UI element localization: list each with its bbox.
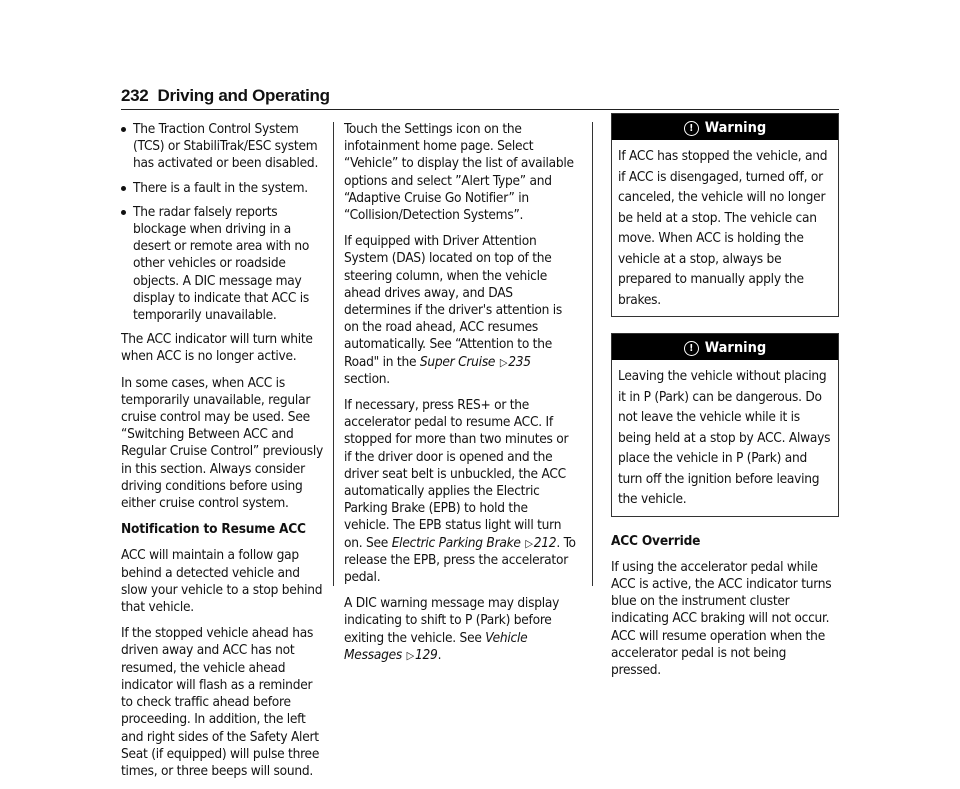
bullet-dot-icon bbox=[121, 186, 126, 191]
list-item: There is a fault in the system. bbox=[121, 180, 323, 197]
page-reference-arrow-icon: ▷ bbox=[406, 648, 414, 662]
paragraph: A DIC warning message may display indicating to shift to P (Park) before exiting the vehicle. See Vehicle Messages ▷129. bbox=[344, 595, 560, 663]
bullet-dot-icon bbox=[121, 210, 126, 215]
paragraph: Touch the Settings icon on the infotainment home page. Select “Vehicle” to display the list of available options and select ”Alert Type” and “Adaptive Cruise Go Notifier” in “Collision/Detection Systems”. bbox=[344, 121, 574, 224]
column-2 bbox=[344, 121, 576, 673]
bullet-dot-icon bbox=[121, 127, 126, 132]
page-reference[interactable]: 212 bbox=[533, 534, 557, 551]
page-reference-arrow-icon: ▷ bbox=[499, 355, 508, 369]
page-header bbox=[121, 86, 839, 110]
column-3 bbox=[611, 113, 839, 688]
paragraph: The ACC indicator will turn white when ACC is no longer active. bbox=[121, 331, 313, 365]
warning-icon: ! bbox=[684, 121, 699, 136]
list-item: The radar falsely reports blockage when driving in a desert or remote area with no other vehicles or roadside objects. A DIC message may display to indicate that ACC is temporarily unavailable. bbox=[121, 204, 323, 324]
page-reference[interactable]: 235 bbox=[508, 353, 531, 370]
cross-reference-link[interactable]: Vehicle Messages bbox=[344, 629, 528, 663]
page-reference[interactable]: 129 bbox=[415, 646, 438, 663]
list-item: The Traction Control System (TCS) or StabiliTrak/ESC system has activated or been disabled. bbox=[121, 121, 323, 173]
warning-icon: ! bbox=[684, 341, 699, 356]
paragraph: If necessary, press RES+ or the accelerator pedal to resume ACC. If stopped for more than two minutes or if the driver door is opened and the driver seat belt is unbuckled, the ACC automatically applies the Electric Parking Brake (EPB) to hold the vehicle. The EPB status light will turn on. See Electric Parking Brake ▷212. To release the EPB, press the accelerator pedal. bbox=[344, 397, 576, 586]
page-number: 232 bbox=[121, 86, 149, 105]
section-heading: ACC Override bbox=[611, 532, 701, 549]
paragraph: In some cases, when ACC is temporarily unavailable, regular cruise control may be used. See “Switching Between ACC and Regular Cruise Control” previously in this section. Always consider driving conditions before using either cruise control system. bbox=[121, 374, 324, 512]
section-title: Driving and Operating bbox=[157, 86, 330, 105]
section-heading: Notification to Resume ACC bbox=[121, 521, 306, 538]
cross-reference-link[interactable]: Super Cruise bbox=[419, 353, 496, 370]
warning-text: Leaving the vehicle without placing it in P (Park) can be dangerous. Do not leave the vehicle while it is being held at a stop by ACC. Always place the vehicle in P (Park) and turn off the ignition before leaving the vehicle. bbox=[618, 368, 831, 507]
paragraph: If using the accelerator pedal while ACC is active, the ACC indicator turns blue on the instrument cluster indicating ACC braking will not occur. ACC will resume operation when the accelerator pedal is not being pressed. bbox=[611, 558, 832, 678]
warning-title-bar: ! Warning bbox=[612, 114, 838, 140]
warning-box bbox=[611, 333, 839, 517]
warning-box bbox=[611, 113, 839, 317]
cross-reference-link[interactable]: Electric Parking Brake bbox=[391, 534, 521, 551]
paragraph: ACC will maintain a follow gap behind a detected vehicle and slow your vehicle to a stop behind that vehicle. bbox=[121, 547, 323, 616]
page-reference-arrow-icon: ▷ bbox=[525, 536, 533, 550]
paragraph: If the stopped vehicle ahead has driven away and ACC has not resumed, the vehicle ahead indicator will flash as a reminder to check traffic ahead before proceeding. In addition, the left and right sides of the Safety Alert Seat (if equipped) will pulse three times, or three beeps will sound. bbox=[121, 625, 320, 779]
column-1 bbox=[121, 121, 323, 789]
column-divider bbox=[592, 122, 593, 586]
warning-title-bar: ! Warning bbox=[612, 334, 838, 360]
warning-text: If ACC has stopped the vehicle, and if ACC is disengaged, turned off, or canceled, the vehicle will no longer be held at a stop. The vehicle can move. When ACC is holding the vehicle at a stop, always be prepared to manually apply the brakes. bbox=[618, 148, 828, 308]
paragraph: If equipped with Driver Attention System (DAS) located on top of the steering column, when the vehicle ahead drives away, and DAS determines if the driver's attention is on the road ahead, ACC resumes automatically. See “Attention to the Road" in the Super Cruise ▷235 section. bbox=[344, 233, 563, 387]
column-divider bbox=[333, 122, 334, 586]
